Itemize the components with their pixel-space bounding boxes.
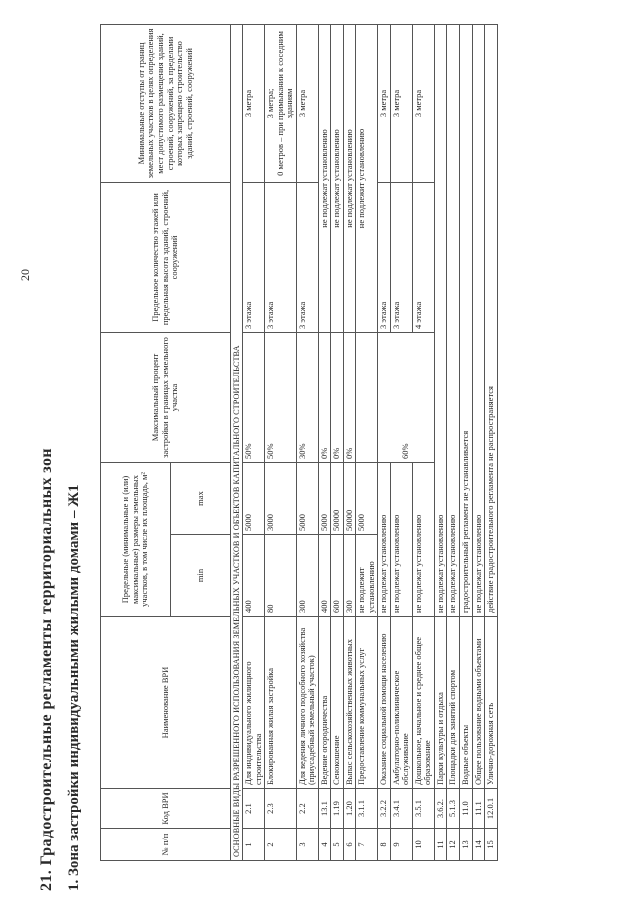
row-floors: 3 этажа bbox=[243, 182, 265, 332]
row-min: 300 bbox=[343, 535, 356, 617]
row-floors-setback: не подлежит установлению bbox=[356, 24, 378, 332]
row-num: 15 bbox=[485, 829, 498, 861]
header-num: № п/п bbox=[101, 829, 231, 861]
row-max: 5000 bbox=[243, 462, 265, 534]
header-min: min bbox=[171, 535, 231, 617]
row-num: 14 bbox=[472, 829, 485, 861]
table-row bbox=[356, 24, 378, 860]
row-name: Водные объекты bbox=[459, 617, 472, 789]
row-setback: 3 метра bbox=[412, 24, 434, 182]
table-row bbox=[343, 24, 356, 860]
row-floors-setback: не подлежат установлению bbox=[331, 24, 344, 332]
row-name: Предоставление коммунальных услуг bbox=[356, 617, 378, 789]
row-code: 3.4.1 bbox=[390, 789, 412, 829]
row-code: 2.2 bbox=[296, 789, 318, 829]
row-code: 3.6.2. bbox=[434, 789, 447, 829]
table-row bbox=[434, 24, 447, 860]
row-wide: не подлежат установлению bbox=[447, 24, 460, 616]
row-code: 13.1 bbox=[318, 789, 331, 829]
row-name: Блокированная жилая застройка bbox=[265, 617, 297, 789]
table-row bbox=[296, 24, 318, 860]
table-row bbox=[447, 24, 460, 860]
header-setback: Минимальные отступы от границ земельных участков в целях определения мест допустимого размещения зданий, строений, сооружений, за пределами которых запрещено строительство зданий, строений, сооружений bbox=[101, 24, 231, 182]
row-code: 12.0.1 bbox=[485, 789, 498, 829]
row-code: 2.1 bbox=[243, 789, 265, 829]
table-row bbox=[265, 24, 297, 860]
header-max: max bbox=[171, 462, 231, 534]
row-name: Площадки для занятий спортом bbox=[447, 617, 460, 789]
section-title: ОСНОВНЫЕ ВИДЫ РАЗРЕШЕННОГО ИСПОЛЬЗОВАНИЯ ЗЕМЕЛЬНЫХ УЧАСТКОВ И ОБЪЕКТОВ КАПИТАЛЬНОГО СТРОИТЕЛЬСТВА bbox=[231, 24, 243, 860]
row-code: 1.20 bbox=[343, 789, 356, 829]
row-max: 5000 bbox=[296, 462, 318, 534]
row-min: 400 bbox=[243, 535, 265, 617]
row-name: Парки культуры и отдыха bbox=[434, 617, 447, 789]
row-num: 8 bbox=[378, 829, 391, 861]
table-row bbox=[318, 24, 331, 860]
row-min: 80 bbox=[265, 535, 297, 617]
header-name: Наименование ВРИ bbox=[101, 617, 231, 789]
row-num: 5 bbox=[331, 829, 344, 861]
row-wide: не подлежат установлению bbox=[472, 24, 485, 616]
row-max: 3000 bbox=[265, 462, 297, 534]
row-name: Амбулаторно-поликлиническое обслуживание bbox=[390, 617, 412, 789]
row-num: 1 bbox=[243, 829, 265, 861]
row-setback: 3 метра bbox=[243, 24, 265, 182]
row-name: Для ведения личного подсобного хозяйства (приусадебный земельный участок) bbox=[296, 617, 318, 789]
row-name: Для индивидуального жилищного строительства bbox=[243, 617, 265, 789]
row-num: 7 bbox=[356, 829, 378, 861]
row-percent: 0% bbox=[318, 332, 331, 462]
row-name: Ведение огородничества bbox=[318, 617, 331, 789]
row-setback: 3 метра bbox=[296, 24, 318, 182]
row-name: Оказание социальной помощи населению bbox=[378, 617, 391, 789]
row-percent: 50% bbox=[265, 332, 297, 462]
row-code: 11.1 bbox=[472, 789, 485, 829]
row-setback: 3 метра bbox=[390, 24, 412, 182]
row-num: 12 bbox=[447, 829, 460, 861]
row-floors-setback: не подлежат установлению bbox=[343, 24, 356, 332]
table-row bbox=[243, 24, 265, 860]
row-num: 6 bbox=[343, 829, 356, 861]
row-percent: 50% bbox=[243, 332, 265, 462]
row-floors: 3 этажа bbox=[378, 182, 391, 332]
table-row bbox=[459, 24, 472, 860]
row-max: 50000 bbox=[331, 462, 344, 534]
row-setback: 3 метра bbox=[378, 24, 391, 182]
row-floors: 3 этажа bbox=[390, 182, 412, 332]
regulations-table bbox=[100, 24, 498, 861]
row-min: 300 bbox=[296, 535, 318, 617]
row-wide: не подлежат установлению bbox=[434, 24, 447, 616]
row-code: 3.5.1 bbox=[412, 789, 434, 829]
table-row bbox=[472, 24, 485, 860]
table-row bbox=[378, 24, 391, 860]
row-floors: 3 этажа bbox=[265, 182, 297, 332]
row-code: 5.1.3 bbox=[447, 789, 460, 829]
row-num: 9 bbox=[390, 829, 412, 861]
table-row bbox=[331, 24, 344, 860]
row-percent: 0% bbox=[343, 332, 356, 462]
row-num: 10 bbox=[412, 829, 434, 861]
row-floors-setback: не подлежат установлению bbox=[318, 24, 331, 332]
row-size: не подлежат установлению bbox=[390, 462, 412, 616]
row-code: 3.2.2 bbox=[378, 789, 391, 829]
row-name: Дошкольное, начальное и среднее общее образование bbox=[412, 617, 434, 789]
page-subheading: 1. Зона застройки индивидуальными жилыми домами – Ж1 bbox=[66, 484, 82, 891]
header-code: Код ВРИ bbox=[101, 789, 231, 829]
row-percent: 30% bbox=[296, 332, 318, 462]
row-max: 5000 bbox=[356, 462, 378, 534]
row-percent: 0% bbox=[331, 332, 344, 462]
page-heading: 21. Градостроительные регламенты территориальных зон bbox=[38, 447, 55, 891]
row-num: 3 bbox=[296, 829, 318, 861]
row-max: 50000 bbox=[343, 462, 356, 534]
row-num: 11 bbox=[434, 829, 447, 861]
row-wide: градостроительный регламент не устанавливается bbox=[459, 24, 472, 616]
row-floors: 3 этажа bbox=[296, 182, 318, 332]
row-max: 5000 bbox=[318, 462, 331, 534]
row-code: 1.19 bbox=[331, 789, 344, 829]
row-code: 2.3 bbox=[265, 789, 297, 829]
row-name: Выпас сельскохозяйственных животных bbox=[343, 617, 356, 789]
row-setback: 3 метра; 0 метров – при примыкании к соседним зданиям bbox=[265, 24, 297, 182]
row-size: не подлежат установлению bbox=[412, 462, 434, 616]
row-min: 600 bbox=[331, 535, 344, 617]
row-floors: 4 этажа bbox=[412, 182, 434, 332]
row-code: 3.1.1 bbox=[356, 789, 378, 829]
header-size: Предельные (минимальные и (или) максимальные) размеры земельных участков, в том числе их площадь, м² bbox=[101, 462, 171, 616]
row-name: Сенокошение bbox=[331, 617, 344, 789]
row-name: Улично-дорожная сеть bbox=[485, 617, 498, 789]
row-num: 2 bbox=[265, 829, 297, 861]
row-min: 400 bbox=[318, 535, 331, 617]
row-name: Общее пользование водными объектами bbox=[472, 617, 485, 789]
row-wide: действие градостроительного регламента не распространяется bbox=[485, 24, 498, 616]
row-code: 11.0 bbox=[459, 789, 472, 829]
row-percent bbox=[356, 332, 378, 462]
row-min: не подлежит установлению bbox=[356, 535, 378, 617]
header-percent: Максимальный процент застройки в границах земельного участка bbox=[101, 332, 231, 462]
table-row bbox=[485, 24, 498, 860]
row-num: 13 bbox=[459, 829, 472, 861]
row-percent: 60% bbox=[378, 332, 435, 462]
row-num: 4 bbox=[318, 829, 331, 861]
header-floors: Предельное количество этажей или предельная высота зданий, строений, сооружений bbox=[101, 182, 231, 332]
page-number: 20 bbox=[18, 269, 32, 281]
row-size: не подлежат установлению bbox=[378, 462, 391, 616]
